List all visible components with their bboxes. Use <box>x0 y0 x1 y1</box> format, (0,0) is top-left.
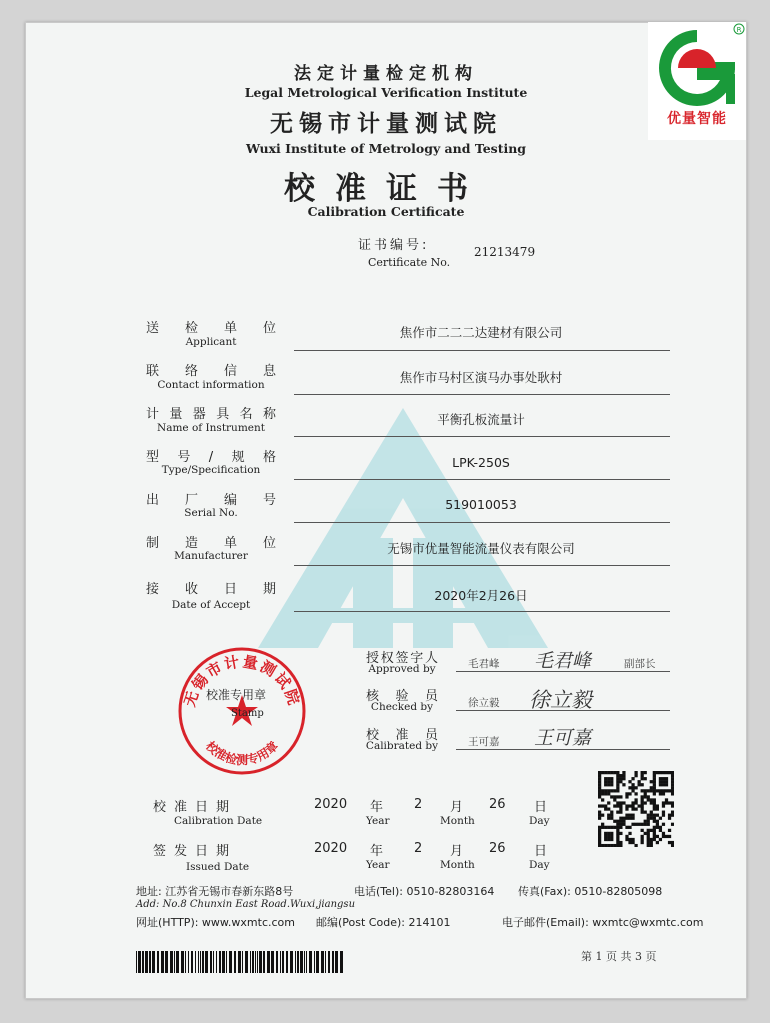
field-instrument-label-zh: 计量器具名称 <box>146 407 276 422</box>
footer-email: 电子邮件(Email): wxmtc@wxmtc.com <box>502 916 704 929</box>
field-manufacturer-label-en: Manufacturer <box>174 550 248 562</box>
calibration-date-label-en: Calibration Date <box>174 815 263 827</box>
field-divider <box>294 436 670 437</box>
field-instrument-value: 平衡孔板流量计 <box>437 412 525 427</box>
signer-checked-label-zh: 核验员 <box>366 689 438 704</box>
org-type-en: Legal Metrological Verification Institute <box>244 85 528 100</box>
certificate-number: 21213479 <box>474 245 536 259</box>
signer-approved-label-en: Approved by <box>368 663 436 675</box>
year-unit-en: Year <box>366 859 390 871</box>
field-manufacturer-label-zh: 制造单位 <box>146 536 276 551</box>
calibration-date-label-zh: 校准日期 <box>153 800 238 815</box>
footer-fax: 传真(Fax): 0510-82805098 <box>518 885 663 898</box>
calibration-date-day: 26 <box>489 797 506 812</box>
day-unit-zh: 日 <box>534 800 548 815</box>
day-unit-en: Day <box>529 859 550 871</box>
field-applicant-label-en: Applicant <box>185 336 237 348</box>
month-unit-zh: 月 <box>450 800 464 815</box>
issued-date-label-en: Issued Date <box>186 861 250 873</box>
field-divider <box>294 565 670 566</box>
field-instrument-label-en: Name of Instrument <box>157 422 265 434</box>
field-divider <box>294 479 670 480</box>
signer-approved-printed-name: 毛君峰 <box>468 658 500 670</box>
certificate-number-label-zh: 证书编号: <box>358 238 430 253</box>
issued-date-day: 26 <box>489 841 506 856</box>
footer-address-zh: 地址: 江苏省无锡市春新东路8号 <box>136 885 294 898</box>
field-divider <box>294 394 670 395</box>
signer-calibrated-label-zh: 校准员 <box>366 728 438 743</box>
issued-date-year: 2020 <box>314 841 348 856</box>
doc-title-en: Calibration Certificate <box>307 204 465 219</box>
field-contact-label-zh: 联络信息 <box>146 364 276 379</box>
field-serial-label-en: Serial No. <box>184 507 238 519</box>
footer-address-en: Add: No.8 Chunxin East Road.Wuxi,jiangsu <box>136 899 356 910</box>
brand-logo-icon <box>648 22 746 110</box>
month-unit-zh: 月 <box>450 844 464 859</box>
org-name-en: Wuxi Institute of Metrology and Testing <box>245 141 527 156</box>
field-divider <box>294 611 670 612</box>
field-accept-date-label-en: Date of Accept <box>171 599 251 611</box>
day-unit-zh: 日 <box>534 844 548 859</box>
field-applicant-label-zh: 送检单位 <box>146 321 276 336</box>
field-divider <box>294 350 670 351</box>
signer-calibrated-printed-name: 王可嘉 <box>468 736 500 748</box>
org-type-zh: 法定计量检定机构 <box>294 64 478 84</box>
year-unit-en: Year <box>366 815 390 827</box>
field-contact-label-en: Contact information <box>157 379 265 391</box>
issued-date-month: 2 <box>414 841 423 856</box>
day-unit-en: Day <box>529 815 550 827</box>
stamp-text-bottom: 校准检测专用章 <box>203 738 281 768</box>
signer-checked-signature: 徐立毅 <box>529 688 592 712</box>
watermark-logo-icon <box>258 408 548 648</box>
stamp-text-top: 无锡市计量测试院 <box>180 652 304 709</box>
stamp-label-en: Stamp <box>231 708 264 719</box>
field-accept-date-value: 2020年2月26日 <box>434 588 528 603</box>
signer-calibrated-signature: 王可嘉 <box>534 727 592 749</box>
calibration-date-month: 2 <box>414 797 423 812</box>
year-unit-zh: 年 <box>370 844 384 859</box>
field-serial-value: 519010053 <box>445 497 517 512</box>
field-type-label-zh: 型号/规格 <box>146 450 276 465</box>
field-type-label-en: Type/Specification <box>161 464 261 476</box>
registered-mark: R <box>736 26 742 34</box>
brand-logo <box>648 22 746 140</box>
field-divider <box>456 710 670 711</box>
field-serial-label-zh: 出厂编号 <box>146 493 276 508</box>
signer-checked-printed-name: 徐立毅 <box>468 697 500 709</box>
footer-phone: 电话(Tel): 0510-82803164 <box>354 885 495 898</box>
barcode-icon <box>136 951 346 973</box>
footer-postcode: 邮编(Post Code): 214101 <box>316 916 451 929</box>
field-divider <box>456 749 670 750</box>
month-unit-en: Month <box>440 859 475 871</box>
brand-logo-text: 优量智能 <box>667 111 727 127</box>
signer-approved-signature: 毛君峰 <box>534 650 592 672</box>
field-type-value: LPK-250S <box>452 455 510 470</box>
stamp-label-zh: 校准专用章 <box>206 688 267 702</box>
doc-title-zh: 校准证书 <box>284 171 488 207</box>
svg-text:校准检测专用章 <box>202 737 281 767</box>
signer-approved-label-zh: 授权签字人 <box>366 651 438 666</box>
signer-approved-title: 副部长 <box>624 658 656 670</box>
field-divider <box>294 522 670 523</box>
page-info: 第 1 页 共 3 页 <box>581 950 657 963</box>
field-accept-date-label-zh: 接收日期 <box>146 582 276 597</box>
calibration-date-year: 2020 <box>314 797 348 812</box>
qr-code-icon <box>598 771 674 847</box>
month-unit-en: Month <box>440 815 475 827</box>
field-manufacturer-value: 无锡市优量智能流量仪表有限公司 <box>387 541 575 556</box>
signer-calibrated-label-en: Calibrated by <box>365 740 439 752</box>
issued-date-label-zh: 签发日期 <box>153 844 238 859</box>
certificate-number-label-en: Certificate No. <box>368 256 451 269</box>
certificate-page <box>25 22 747 999</box>
field-applicant-value: 焦作市二二二达建材有限公司 <box>399 325 563 340</box>
field-divider <box>456 671 670 672</box>
field-contact-value: 焦作市马村区演马办事处耿村 <box>399 370 563 385</box>
signer-checked-label-en: Checked by <box>370 701 434 713</box>
footer-website: 网址(HTTP): www.wxmtc.com <box>136 916 295 929</box>
year-unit-zh: 年 <box>370 800 384 815</box>
org-name-zh: 无锡市计量测试院 <box>270 111 502 137</box>
